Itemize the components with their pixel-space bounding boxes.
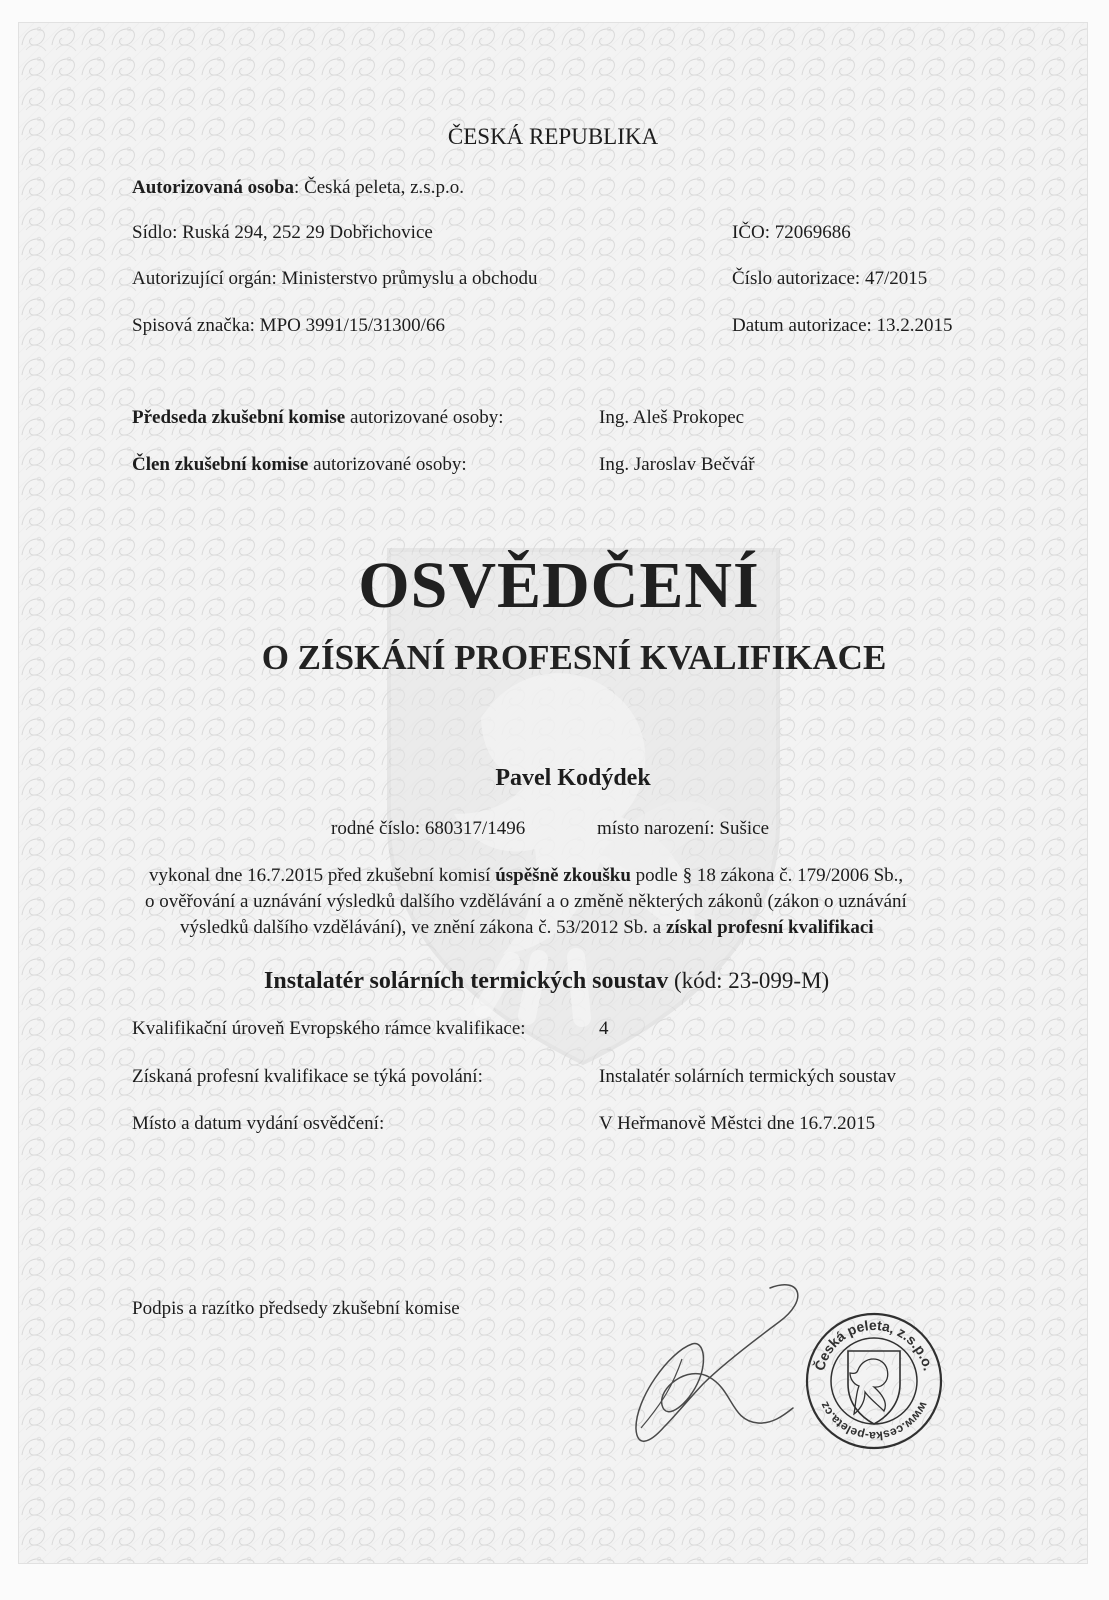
holder-birth-number: rodné číslo: 680317/1496 bbox=[331, 818, 526, 839]
statement-line-1-prefix: vykonal dne 16.7.2015 před zkušební komisí bbox=[149, 865, 496, 886]
stamp-bottom-text bbox=[817, 1399, 931, 1443]
authorization-date: Datum autorizace: 13.2.2015 bbox=[732, 315, 953, 336]
qualification-name: Instalatér solárních termických soustav bbox=[264, 968, 669, 994]
commission-member-label-rest: autorizované osoby: bbox=[308, 454, 467, 475]
commission-chair-label bbox=[132, 407, 504, 429]
file-reference: Spisová značka: MPO 3991/15/31300/66 bbox=[132, 315, 445, 336]
statement-line-1 bbox=[149, 865, 903, 887]
registered-office: Sídlo: Ruská 294, 252 29 Dobřichovice bbox=[132, 222, 433, 243]
commission-chair-label-rest: autorizované osoby: bbox=[345, 407, 504, 428]
commission-chair-label-bold: Předseda zkušební komise bbox=[132, 407, 346, 428]
holder-birth-place: místo narození: Sušice bbox=[597, 818, 770, 839]
detail-label-eqf-level: Kvalifikační úroveň Evropského rámce kvalifikace: bbox=[132, 1018, 526, 1039]
holder-name: Pavel Kodýdek bbox=[495, 765, 651, 791]
statement-line-2: o ověřování a uznávání výsledků dalšího vzdělávání a o změně některých zákonů (zákon o uznávání bbox=[145, 891, 907, 912]
authorized-person-label: Autorizovaná osoba bbox=[132, 177, 295, 198]
commission-member-label-bold: Člen zkušební komise bbox=[132, 454, 309, 475]
certificate-content bbox=[19, 23, 1087, 1563]
stamp-top-text-path: Česká peleta, z.s.p.o. bbox=[811, 1316, 937, 1373]
authorizing-body: Autorizující orgán: Ministerstvo průmyslu a obchodu bbox=[132, 268, 538, 289]
stamp-bottom-text-path: www.ceska-peleta.cz bbox=[817, 1399, 931, 1444]
handwritten-signature bbox=[619, 1278, 809, 1458]
ico: IČO: 72069686 bbox=[732, 222, 851, 243]
certificate-title: OSVĚDČENÍ bbox=[358, 549, 760, 622]
commission-member-label bbox=[132, 454, 467, 476]
detail-value-profession: Instalatér solárních termických soustav bbox=[599, 1066, 897, 1087]
statement-line-3-prefix: výsledků dalšího vzdělávání), ve znění zákona č. 53/2012 Sb. a bbox=[180, 917, 666, 938]
detail-label-profession: Získaná profesní kvalifikace se týká povolání: bbox=[132, 1066, 483, 1087]
statement-line-3 bbox=[180, 917, 874, 939]
certificate-subtitle: O ZÍSKÁNÍ PROFESNÍ KVALIFIKACE bbox=[261, 638, 887, 677]
qualification-line bbox=[264, 967, 829, 995]
country-heading: ČESKÁ REPUBLIKA bbox=[447, 124, 659, 149]
authorization-number: Číslo autorizace: 47/2015 bbox=[732, 268, 928, 289]
detail-label-issue-place-date: Místo a datum vydání osvědčení: bbox=[132, 1113, 385, 1134]
commission-member-name: Ing. Jaroslav Bečvář bbox=[599, 454, 755, 475]
detail-value-issue-place-date: V Heřmanově Městci dne 16.7.2015 bbox=[599, 1113, 876, 1134]
qualification-code: (kód: 23-099-M) bbox=[673, 968, 830, 993]
statement-line-1-suffix: podle § 18 zákona č. 179/2006 Sb., bbox=[630, 865, 904, 886]
official-stamp bbox=[799, 1306, 949, 1456]
authorized-person-line bbox=[132, 177, 464, 199]
stamp-top-text bbox=[810, 1317, 937, 1372]
authorized-person-value: : Česká peleta, z.s.p.o. bbox=[294, 177, 464, 198]
commission-chair-name: Ing. Aleš Prokopec bbox=[599, 407, 745, 428]
detail-value-eqf-level: 4 bbox=[599, 1018, 609, 1039]
statement-bold-exam: úspěšně zkoušku bbox=[495, 865, 631, 886]
statement-bold-qualification: získal profesní kvalifikaci bbox=[665, 917, 874, 938]
security-pattern-frame bbox=[18, 22, 1088, 1564]
signature-label: Podpis a razítko předsedy zkušební komise bbox=[132, 1298, 460, 1319]
